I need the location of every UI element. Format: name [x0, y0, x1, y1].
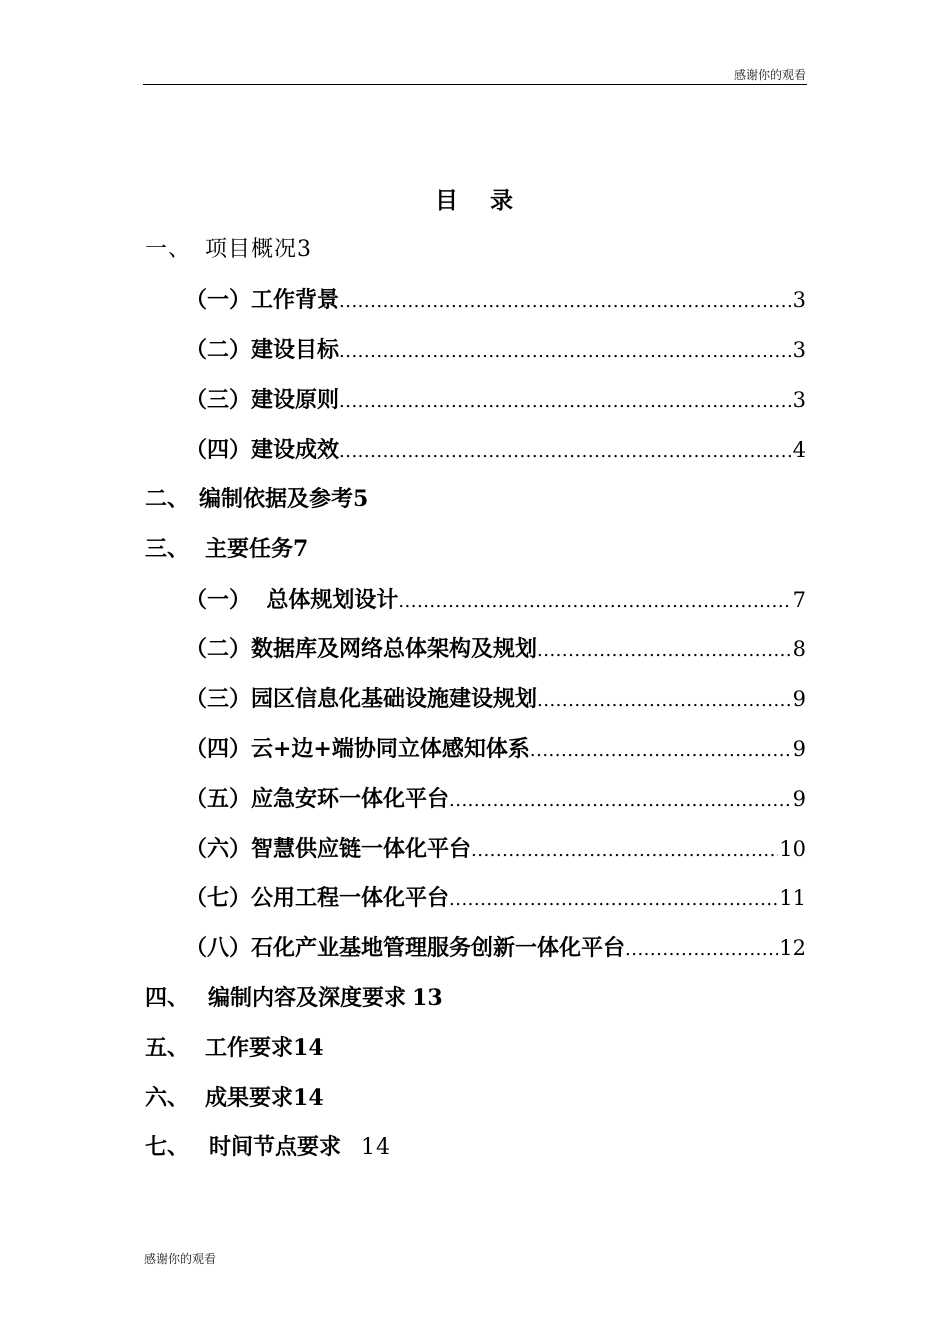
toc-entry-page: 9 [792, 687, 806, 711]
toc-entry-3-2[interactable] [185, 632, 806, 664]
toc-entry-title: （一） 总体规划设计 [185, 587, 399, 613]
toc-entry-title: （六）智慧供应链一体化平台 [185, 836, 472, 862]
toc-entry-page: 7 [293, 536, 309, 562]
toc-entry-5[interactable] [145, 1031, 807, 1063]
toc-entry-page: 10 [779, 837, 806, 861]
toc-entry-page: 14 [361, 1135, 392, 1160]
toc-entry-3-4[interactable] [185, 732, 806, 764]
toc-entry-2[interactable] [145, 482, 807, 514]
toc-entry-page: 4 [792, 438, 806, 462]
toc-entry-3-6[interactable] [185, 832, 806, 864]
toc-entry-1-3[interactable] [185, 383, 806, 415]
toc-entry-title: （三）园区信息化基础设施建设规划 [185, 686, 538, 712]
toc-entry-title: 时间节点要求 [209, 1134, 342, 1160]
toc-entry-title: 主要任务 [205, 536, 294, 562]
dot-leader [398, 591, 791, 612]
toc-entry-6[interactable] [145, 1081, 807, 1113]
toc-entry-page: 3 [792, 388, 806, 412]
toc-entry-page: 8 [792, 637, 806, 661]
toc-entry-page: 5 [353, 486, 369, 512]
dot-leader [339, 341, 792, 362]
toc-entry-7[interactable] [145, 1130, 807, 1162]
toc-entry-number: 三、 [145, 536, 190, 562]
toc-entry-page: 3 [297, 237, 313, 262]
toc-entry-page: 3 [792, 338, 806, 362]
toc-entry-page: 9 [792, 787, 806, 811]
toc-entry-3-3[interactable] [185, 682, 806, 714]
header-divider [143, 84, 807, 85]
toc-entry-title: 编制依据及参考 [199, 486, 354, 512]
toc-entry-1-4[interactable] [185, 433, 806, 465]
page-footer-text: 感谢你的观看 [144, 1252, 217, 1266]
dot-leader [537, 640, 792, 661]
toc-entry-3-8[interactable] [185, 931, 806, 963]
toc-entry-title: （三）建设原则 [185, 387, 340, 413]
toc-entry-1-2[interactable] [185, 333, 806, 365]
toc-entry-4[interactable] [145, 981, 807, 1013]
toc-entry-number: 六、 [145, 1085, 190, 1111]
toc-entry-number: 一、 [145, 237, 192, 262]
toc-entry-number: 五、 [145, 1035, 190, 1061]
toc-entry-title: （五）应急安环一体化平台 [185, 786, 450, 812]
toc-entry-page: 13 [412, 985, 443, 1011]
toc-entry-3-7[interactable] [185, 881, 806, 913]
toc-entry-3-5[interactable] [185, 782, 806, 814]
toc-entry-page: 14 [293, 1035, 324, 1061]
toc-entry-title: （七）公用工程一体化平台 [185, 885, 450, 911]
toc-entry-page: 11 [779, 886, 806, 910]
toc-entry-title: （四）建设成效 [185, 437, 340, 463]
dot-leader [339, 291, 792, 312]
toc-entry-page: 9 [792, 737, 806, 761]
toc-entry-1-1[interactable] [185, 283, 806, 315]
toc-entry-title: （四）云+边+端协同立体感知体系 [185, 736, 530, 762]
toc-entry-title: （八）石化产业基地管理服务创新一体化平台 [185, 935, 626, 961]
toc-entry-number: 二、 [145, 486, 190, 512]
toc-entry-page: 14 [293, 1085, 324, 1111]
toc-entry-title: （二）建设目标 [185, 337, 340, 363]
toc-entry-title: 工作要求 [205, 1035, 294, 1061]
dot-leader [471, 840, 778, 861]
toc-entry-title: （二）数据库及网络总体架构及规划 [185, 636, 538, 662]
toc-entry-page: 3 [792, 288, 806, 312]
toc-entry-number: 七、 [145, 1134, 190, 1160]
toc-entry-title: 项目概况 [205, 237, 298, 262]
dot-leader [530, 740, 792, 761]
page-header-text: 感谢你的观看 [733, 68, 806, 82]
toc-entry-title: 成果要求 [205, 1085, 294, 1111]
toc-title-right: 录 [490, 187, 515, 214]
dot-leader [339, 391, 792, 412]
toc-title [0, 182, 950, 215]
toc-entry-page: 12 [779, 936, 806, 960]
toc-entry-number: 四、 [145, 985, 190, 1011]
dot-leader [339, 441, 792, 462]
dot-leader [449, 889, 778, 910]
toc-entry-page: 7 [792, 588, 806, 612]
dot-leader [537, 690, 792, 711]
toc-entry-title: 编制内容及深度要求 [208, 985, 407, 1011]
toc-title-left: 目 [435, 187, 460, 214]
dot-leader [625, 939, 778, 960]
toc-entry-title: （一）工作背景 [185, 287, 340, 313]
dot-leader [449, 790, 792, 811]
toc-entry-1[interactable] [145, 232, 807, 264]
toc-entry-3-1[interactable] [185, 583, 806, 615]
toc-entry-3[interactable] [145, 532, 807, 564]
